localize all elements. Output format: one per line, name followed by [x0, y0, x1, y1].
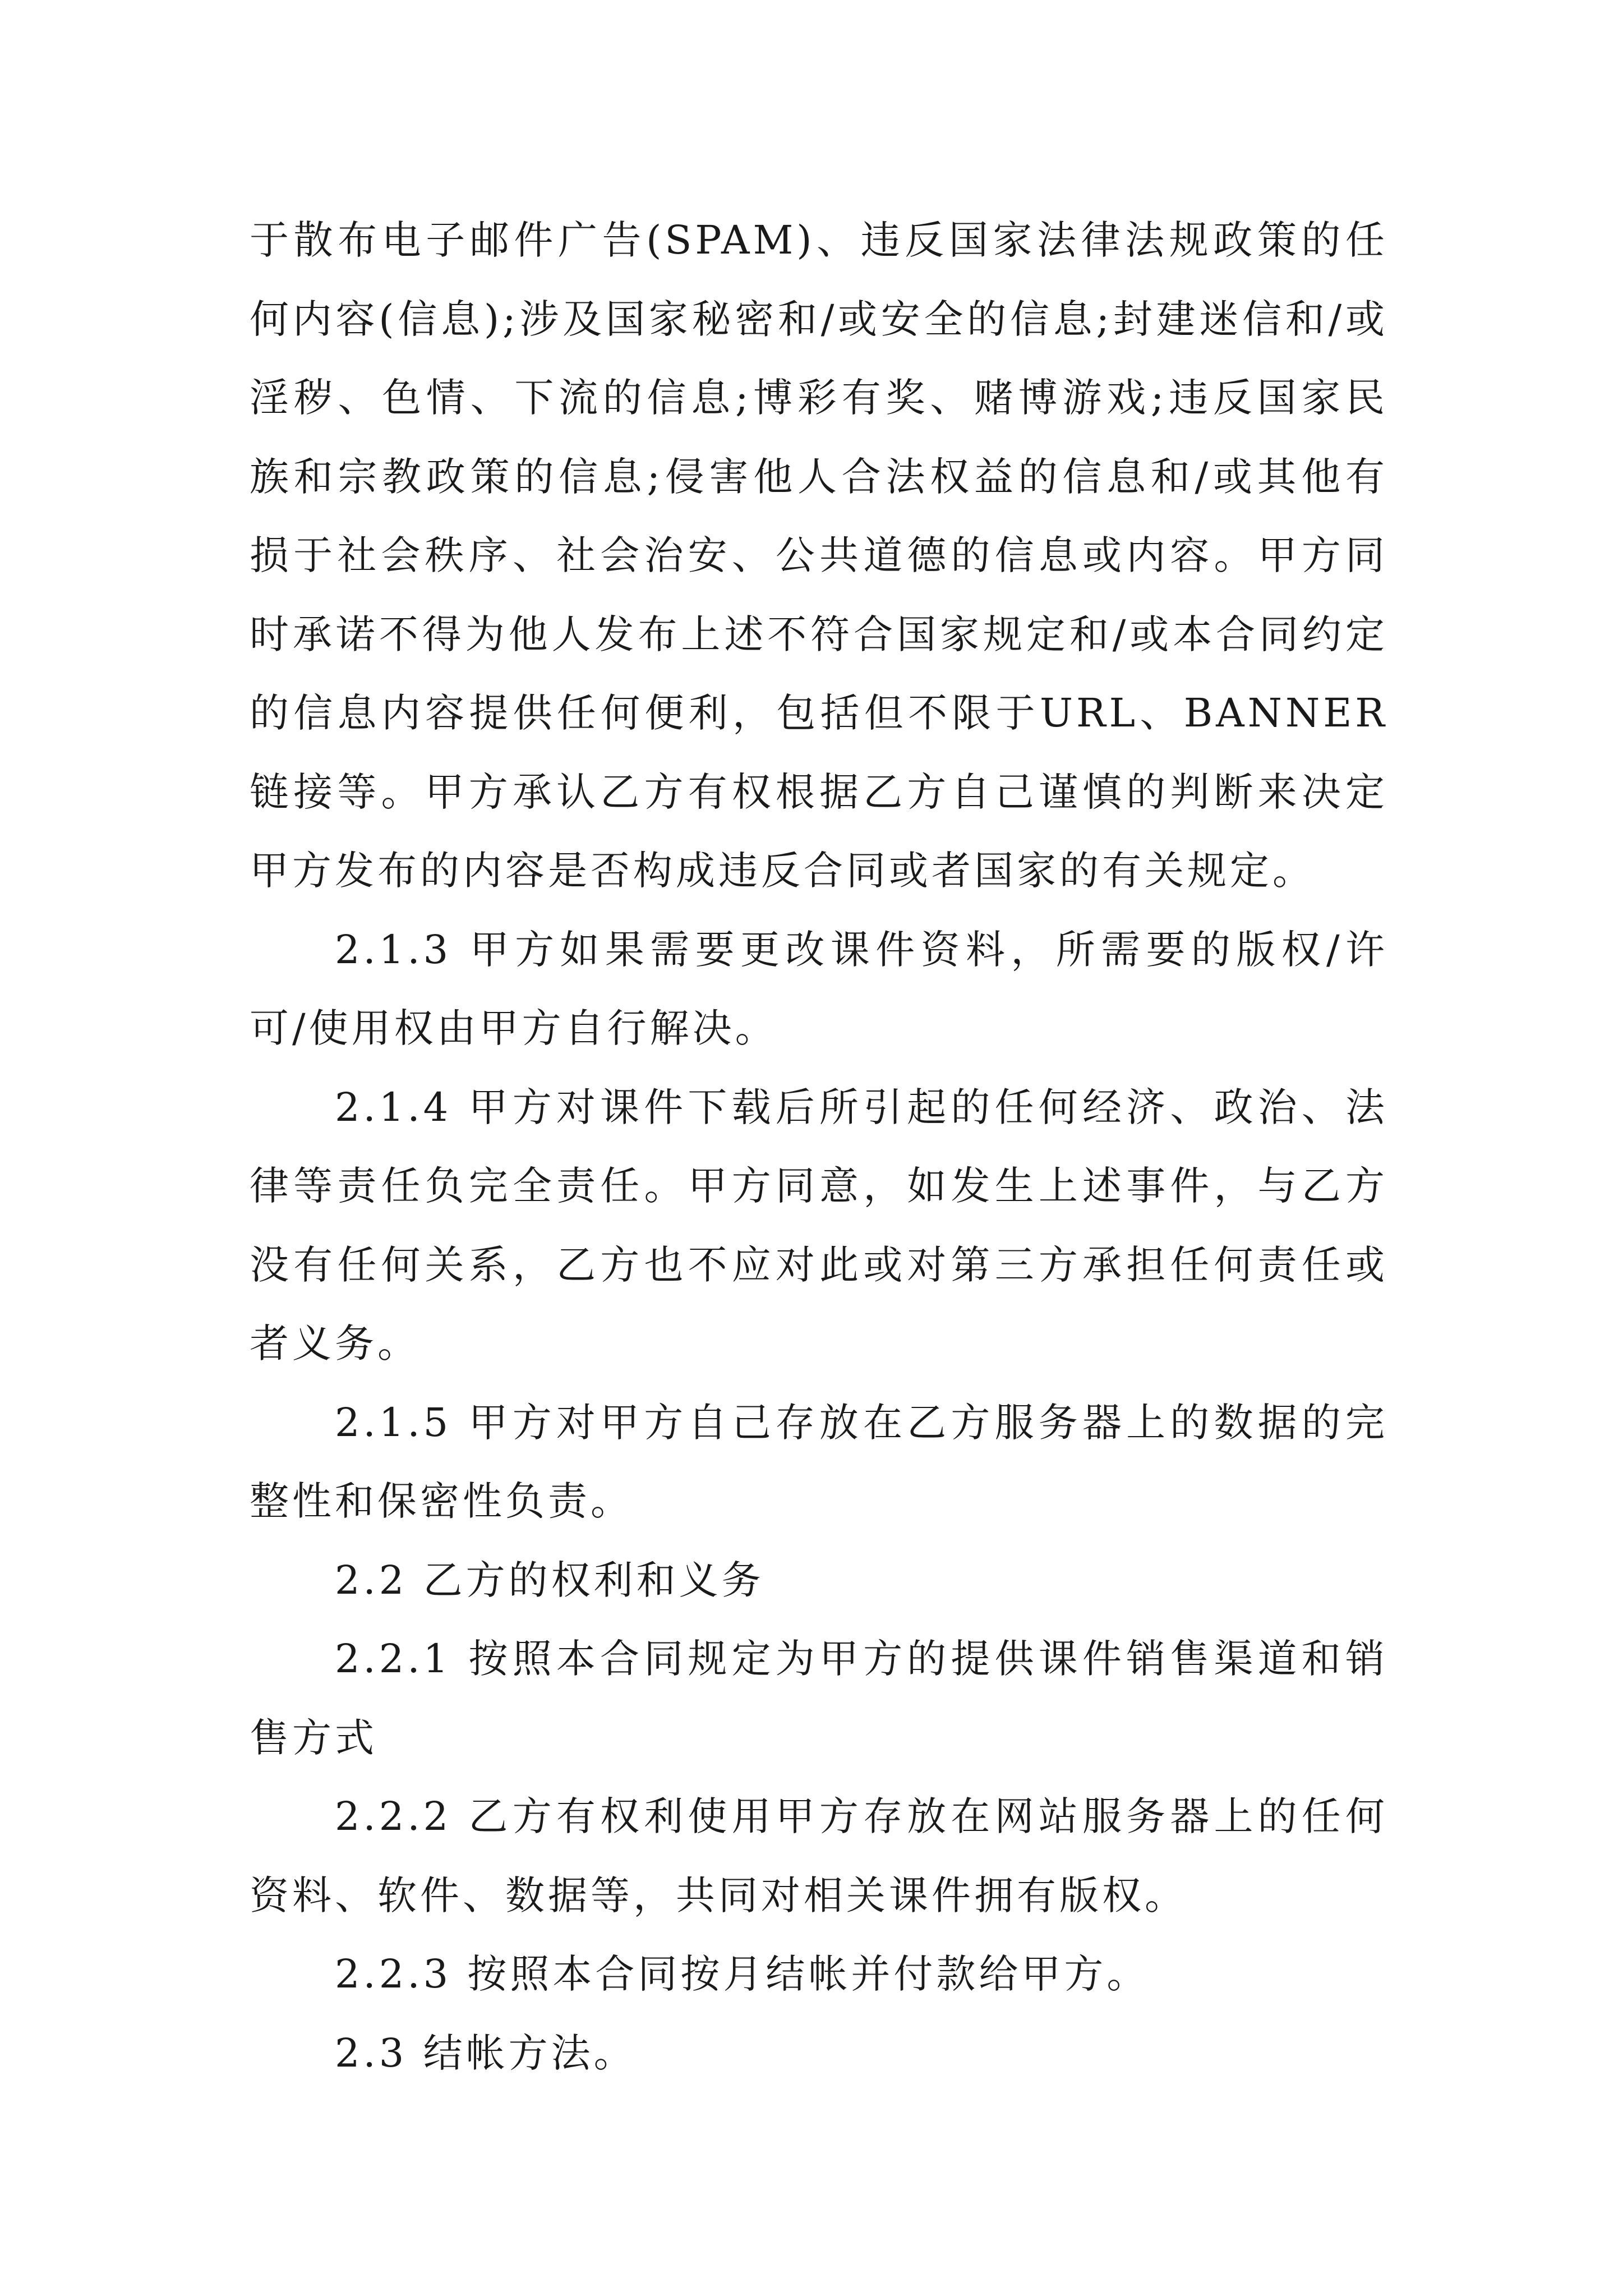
paragraph-2-1-5: 2.1.5 甲方对甲方自己存放在乙方服务器上的数据的完整性和保密性负责。: [250, 1399, 1388, 1524]
section-heading-2-3: 2.3 结帐方法。: [335, 2030, 637, 2076]
document-body: [250, 201, 1388, 2092]
paragraph-2-1-4: 2.1.4 甲方对课件下载后所引起的任何经济、政治、法律等责任负完全责任。甲方同意，如发生上述事件，与乙方没有任何关系，乙方也不应对此或对第三方承担任何责任或者义务。: [250, 1084, 1388, 1366]
paragraph-2-2-3: 2.2.3 按照本合同按月结帐并付款给甲方。: [335, 1951, 1150, 1997]
section-heading-2-2: 2.2 乙方的权利和义务: [335, 1557, 764, 1603]
paragraph-2-1-3: 2.1.3 甲方如果需要更改课件资料，所需要的版权/许可/使用权由甲方自行解决。: [250, 926, 1388, 1051]
paragraph-2-2-1: 2.2.1 按照本合同规定为甲方的提供课件销售渠道和销售方式: [250, 1636, 1388, 1761]
paragraph-2-2-2: 2.2.2 乙方有权利使用甲方存放在网站服务器上的任何资料、软件、数据等，共同对相关课件拥有版权。: [250, 1793, 1388, 1918]
paragraph-content-restrictions: 于散布电子邮件广告(SPAM)、违反国家法律法规政策的任何内容(信息);涉及国家秘密和/或安全的信息;封建迷信和/或淫秽、色情、下流的信息;博彩有奖、赌博游戏;违反国家民族和宗教政策的信息;侵害他人合法权益的信息和/或其他有损于社会秩序、社会治安、公共道德的信息或内容。甲方同时承诺不得为他人发布上述不符合国家规定和/或本合同约定的信息内容提供任何便利，包括但不限于URL、BANNER链接等。甲方承认乙方有权根据乙方自己谨慎的判断来决定甲方发布的内容是否构成违反合同或者国家的有关规定。: [250, 217, 1388, 894]
